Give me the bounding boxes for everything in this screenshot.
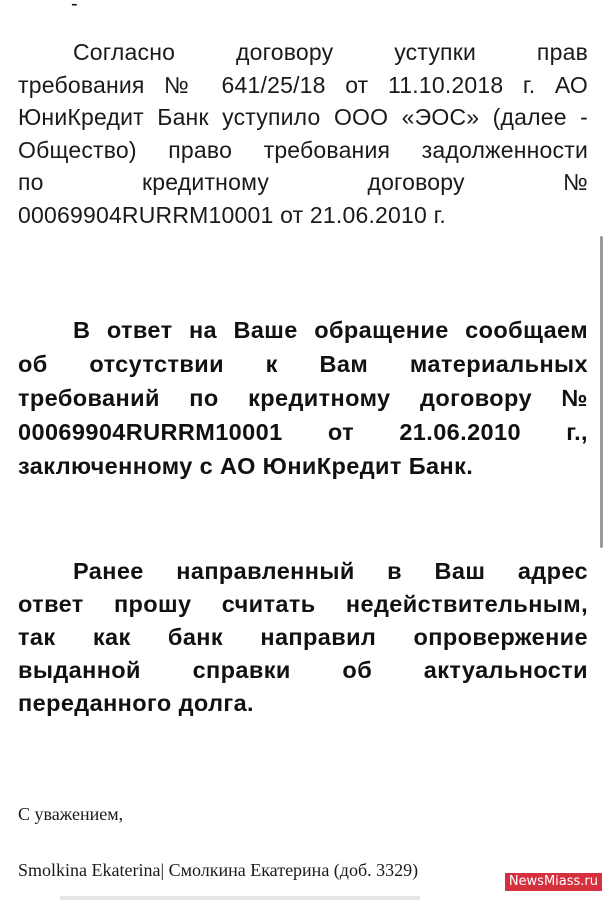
paragraph-line: 00069904RURRM10001 от 21.06.2010 г. (18, 201, 446, 228)
watermark-label: NewsMiass.ru (504, 872, 603, 892)
paragraph-line: заключенному с АО ЮниКредит Банк. (18, 453, 474, 479)
top-mark: - (71, 0, 78, 15)
paragraph-line: переданного долга. (18, 690, 254, 716)
paragraph-line: по кредитному договору № (18, 169, 588, 196)
paragraph-line: требования № 641/25/18 от 11.10.2018 г. АО (18, 71, 588, 98)
vertical-scrollbar[interactable] (600, 236, 603, 548)
paragraph-line: выданной справки об актуальности (18, 657, 588, 683)
paragraph-assignment (18, 36, 588, 232)
paragraph-line: требований по кредитному договору № (18, 385, 588, 411)
paragraph-line: так как банк направил опровержение (18, 624, 588, 650)
bottom-edge-strip (60, 896, 420, 900)
sender-signature: Smolkina Ekaterina| Смолкина Екатерина (доб. 3329) (18, 860, 419, 880)
paragraph-line: В ответ на Ваше обращение сообщаем (73, 317, 588, 343)
closing-regards: С уважением, (18, 804, 124, 824)
paragraph-line: об отсутствии к Вам материальных (18, 351, 588, 377)
paragraph-line: Согласно договору уступки прав (73, 39, 588, 65)
paragraph-line: Ранее направленный в Ваш адрес (73, 558, 588, 584)
paragraph-line: ответ прошу считать недействительным, (18, 591, 588, 617)
paragraph-line: ЮниКредит Банк уступило ООО «ЭОС» (далее - (18, 104, 588, 131)
paragraph-retraction (18, 555, 588, 720)
paragraph-line: 00069904RURRM10001 от 21.06.2010 г., (18, 419, 588, 445)
paragraph-line: Общество) право требования задолженности (18, 136, 588, 163)
paragraph-response (18, 313, 588, 483)
